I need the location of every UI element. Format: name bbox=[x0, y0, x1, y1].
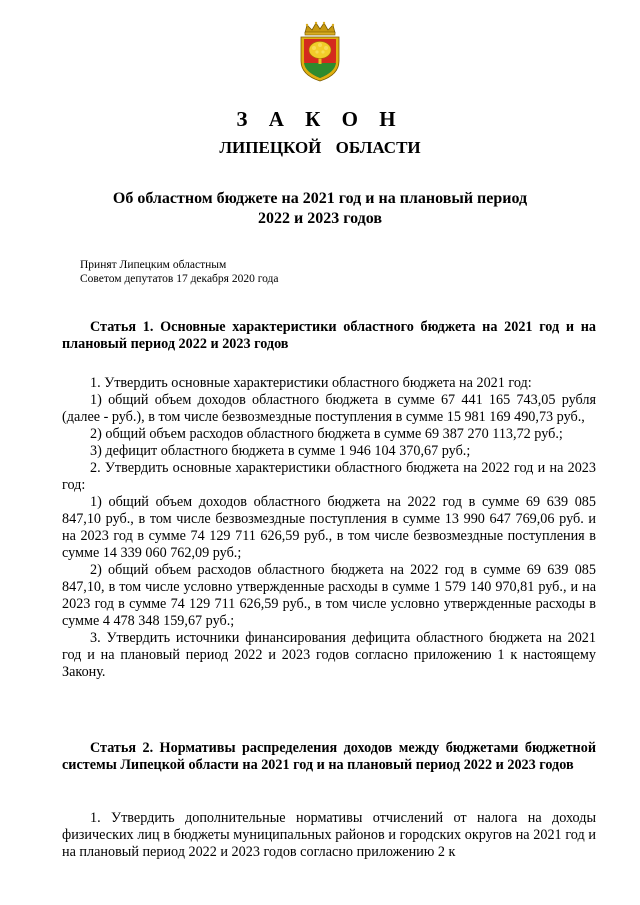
article-1-paragraph: 2) общий объем расходов областного бюджета в сумме 69 387 270 113,72 руб.; bbox=[90, 426, 563, 442]
article-2-body bbox=[62, 810, 596, 861]
article-1-heading: Статья 1. Основные характеристики областного бюджета на 2021 год и на плановый период 2022 и 2023 годов bbox=[62, 319, 596, 352]
law-subject bbox=[80, 189, 560, 229]
article-1-paragraph: 3. Утвердить источники финансирования дефицита областного бюджета на 2021 год и на плановый период 2022 и 2023 годов согласно приложению 1 к настоящему Закону. bbox=[62, 630, 596, 680]
article-1-paragraph: 1) общий объем доходов областного бюджета на 2022 год в сумме 69 639 085 847,10 руб., в том числе безвозмездные поступления в сумме 13 990 647 769,06 руб. и на 2023 год в сумме 74 129 711 626,59 руб., в том числе безвозмездные поступления в сумме 14 339 060 762,09 руб.; bbox=[62, 494, 596, 561]
article-1-paragraph: 1) общий объем доходов областного бюджета в сумме 67 441 165 743,05 рубля (далее - руб.), в том числе безвозмездные поступления в сумме 15 981 169 490,73 руб., bbox=[62, 392, 596, 425]
region-title: ЛИПЕЦКОЙ ОБЛАСТИ bbox=[219, 138, 421, 157]
article-1-paragraph: 2) общий объем расходов областного бюджета на 2022 год в сумме 69 639 085 847,10, в том числе условно утвержденные расходы в сумме 1 579 140 970,81 руб., и на 2023 год в сумме 74 129 711 626,59 руб., в том числе условно утвержденные расходы в сумме 4 478 348 159,67 руб.; bbox=[62, 562, 596, 629]
article-2-heading: Статья 2. Нормативы распределения доходов между бюджетами бюджетной системы Липецкой области на 2021 год и на плановый период 2022 и 2023 годов bbox=[62, 740, 596, 773]
article-1-paragraph: 1. Утвердить основные характеристики областного бюджета на 2021 год: bbox=[90, 375, 532, 391]
article-1-paragraph: 2. Утвердить основные характеристики областного бюджета на 2022 год и на 2023 год: bbox=[62, 460, 596, 493]
adoption-note-line-1: Принят Липецким областным bbox=[80, 259, 227, 271]
article-2-paragraph: 1. Утвердить дополнительные нормативы отчислений от налога на доходы физических лиц в бюджеты муниципальных районов и городских округов на 2021 год и на плановый период 2022 и 2023 годов согласно приложению 2 к bbox=[62, 810, 596, 860]
law-subject-line-1: Об областном бюджете на 2021 год и на плановый период bbox=[112, 190, 528, 207]
coat-of-arms-icon bbox=[295, 21, 345, 83]
article-1-body bbox=[62, 375, 596, 681]
adoption-note-line-2: Советом депутатов 17 декабря 2020 года bbox=[80, 273, 279, 285]
law-subject-line-2: 2022 и 2023 годов bbox=[258, 210, 382, 227]
article-1-paragraph: 3) дефицит областного бюджета в сумме 1 946 104 370,67 руб.; bbox=[90, 443, 471, 459]
law-title: З А К О Н bbox=[236, 107, 404, 131]
adoption-note bbox=[80, 258, 279, 286]
